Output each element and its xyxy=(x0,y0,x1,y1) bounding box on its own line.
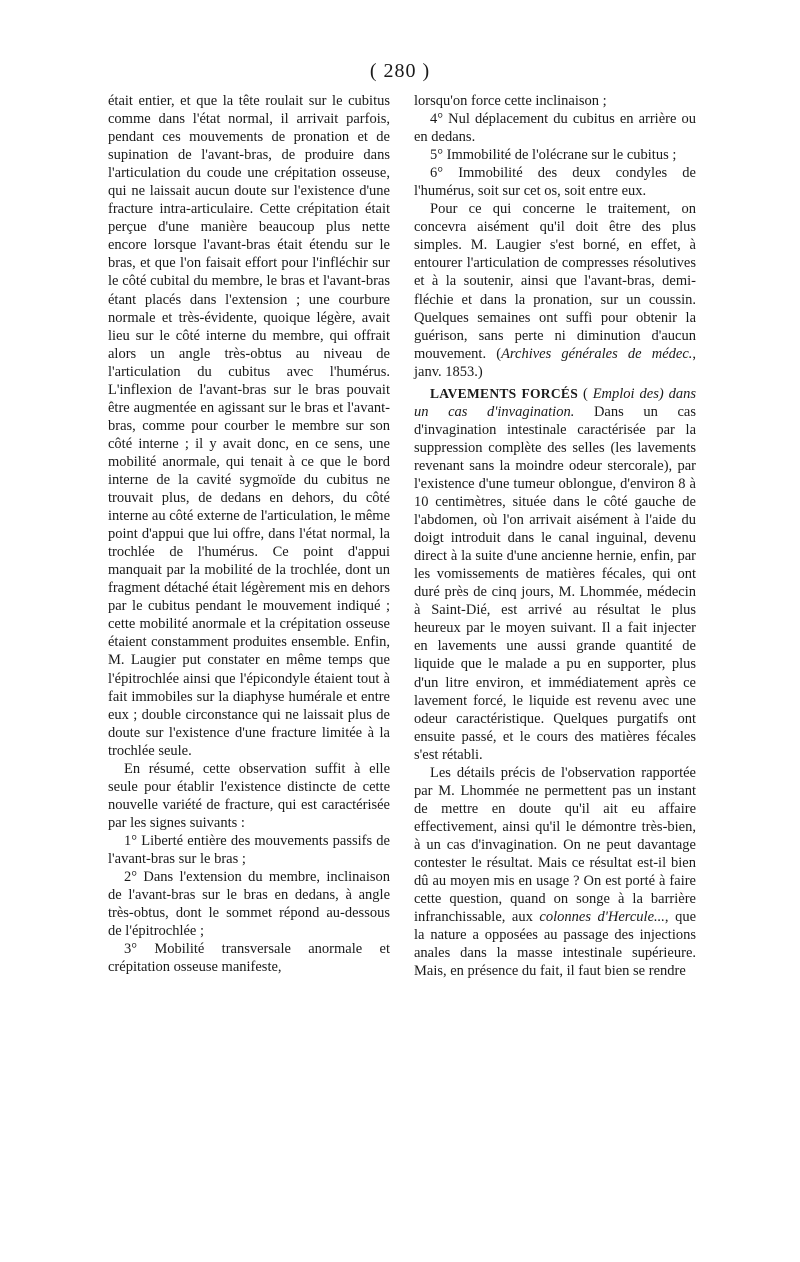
observation-end: , que la nature a opposées au passage des injections anales dans la masse intestinale supérieure. Mais, en présence du fait, il faut bien se rendre xyxy=(414,909,697,980)
sign-item-3-continued: lorsqu'on force cette inclinaison ; xyxy=(414,93,607,109)
left-column xyxy=(108,92,390,976)
paragraph-fracture-description: était entier, et que la tête roulait sur le cubitus comme dans l'état normal, il arrivait parfois, pendant ces mouvements de pronation et de supination de l'avant-bras, de produire dans l'articulation du coude une crépitation osseuse, qui ne laissait aucun doute sur l'existence d'une fracture intra-articulaire. Cette crépitation était perçue d'une manière beaucoup plus nette encore lorsque l'avant-bras était étendu sur le bras, et que l'on faisait effort pour l'infléchir sur le côté cubital du membre, le bras et l'avant-bras étant placés dans l'extension ; une courbure normale et très-évidente, quoique légère, avait lieu sur le côté interne du membre, qui offrait alors un angle très-obtus au niveau de l'articulation du cubitus avec l'humérus. L'inflexion de l'avant-bras sur le bras pouvait être augmentée en agissant sur le bras et l'avant-bras, comme pour courber le membre sur son côté interne ; il y avait donc, en ce sens, une mobilité anormale, qui tenait à ce que le bord interne de la cavité sygmoïde du cubitus ne trouvait plus, de dedans en dehors, du côté interne au côté externe de l'articulation, le même point d'appui que lui offre, dans l'état normal, la trochlée de l'humérus. Ce point d'appui manquait par la mobilité de la trochlée, dont un fragment détaché était légèrement mis en dehors par le cubitus pendant le mouvement indiqué ; cette mobilité anormale et la crépitation osseuse étaient constamment produites ensemble. Enfin, M. Laugier put constater en même temps que l'épitrochlée ainsi que l'épicondyle étaient tout à fait immobiles sur la diaphyse humérale et entre eux ; double circonstance qui ne laissait plus de doute sur l'existence d'une fracture limitée à la trochlée seule. xyxy=(108,93,391,759)
source-citation: Archives générales de médec. xyxy=(501,345,693,362)
right-column xyxy=(414,92,696,980)
paragraph-lavements xyxy=(414,385,696,764)
sign-item-4: 4° Nul déplacement du cubitus en arrière ou en dedans. xyxy=(414,111,696,146)
sign-item-3: 3° Mobilité transversale anormale et crépitation osseuse manifeste, xyxy=(108,941,390,976)
paragraph-summary: En résumé, cette observation suffit à elle seule pour établir l'existence distincte de cette nouvelle variété de fracture, qui est caractérisée par les signes suivants : xyxy=(108,760,390,831)
sign-item-6: 6° Immobilité des deux condyles de l'humérus, soit sur cet os, soit entre eux. xyxy=(414,165,696,200)
hercules-reference: colonnes d'Hercule... xyxy=(539,909,665,926)
page-number: ( 280 ) xyxy=(369,60,431,82)
sign-item-2: 2° Dans l'extension du membre, inclinaison de l'avant-bras sur le bras en dedans, à angle très-obtus, dont le sommet répond au-dessous de l'épitrochlée ; xyxy=(108,869,390,940)
sign-item-5: 5° Immobilité de l'olécrane sur le cubitus ; xyxy=(430,147,677,164)
citation-date: , janv. 1853.) xyxy=(414,345,696,380)
section-heading-paren: ( xyxy=(578,385,593,402)
paragraph-observation xyxy=(414,764,696,981)
section-subheading: Emploi des) dans un cas d'invagination. xyxy=(414,385,696,420)
treatment-text: Pour ce qui concerne le traitement, on concevra aisément qu'il doit être des plus simples. M. Laugier s'est borné, en effet, à entourer l'articulation de compresses résolutives et à la soutenir, ainsi que l'avant-bras, demi-fléchie et dans la pronation, sur un coussin. Quelques semaines ont suffi pour obtenir la guérison, sans perte ni diminution d'aucun mouvement. ( xyxy=(414,201,696,362)
lavements-text: Dans un cas d'invagination intestinale caractérisée par la suppression complète des selles (les lavements revenant sans la moindre odeur stercorale), par l'existence d'une tumeur oblongue, d'environ 8 à 10 centimètres, située dans le côté gauche de l'abdomen, où l'on arrivait aisément à l'aide du doigt introduit dans le canal inguinal, devenu direct à la suite d'une ancienne hernie, enfin, par les vomissements de matières fécales, qui ont duré près de cinq jours, M. Lhommée, médecin à Saint-Dié, est arrivé au résultat le plus heureux par le moyen suivant. Il a fait injecter en lavements une aussi grande quantité de liquide que le malade a pu en supporter, plus d'un litre environ, et immédiatement après ce lavement forcé, le liquide est revenu avec une odeur caractéristique. Quelques purgatifs ont ensuite passé, et le cours des matières fécales s'est rétabli. xyxy=(414,403,696,763)
observation-text: Les détails précis de l'observation rapportée par M. Lhommée ne permettent pas un instant de mettre en doute qu'il ait eu affaire effectivement, ainsi qu'il le démontre très-bien, à un cas d'invagination. On ne peut davantage contester le résultat. Mais ce résultat est-il bien dû au moyen mis en usage ? On est porté à faire cette question, quand on songe à la barrière infranchissable, aux xyxy=(414,764,696,926)
section-heading: LAVEMENTS FORCÉS xyxy=(430,385,579,401)
sign-item-1: 1° Liberté entière des mouvements passifs de l'avant-bras sur le bras ; xyxy=(108,832,390,867)
paragraph-treatment xyxy=(414,200,696,380)
